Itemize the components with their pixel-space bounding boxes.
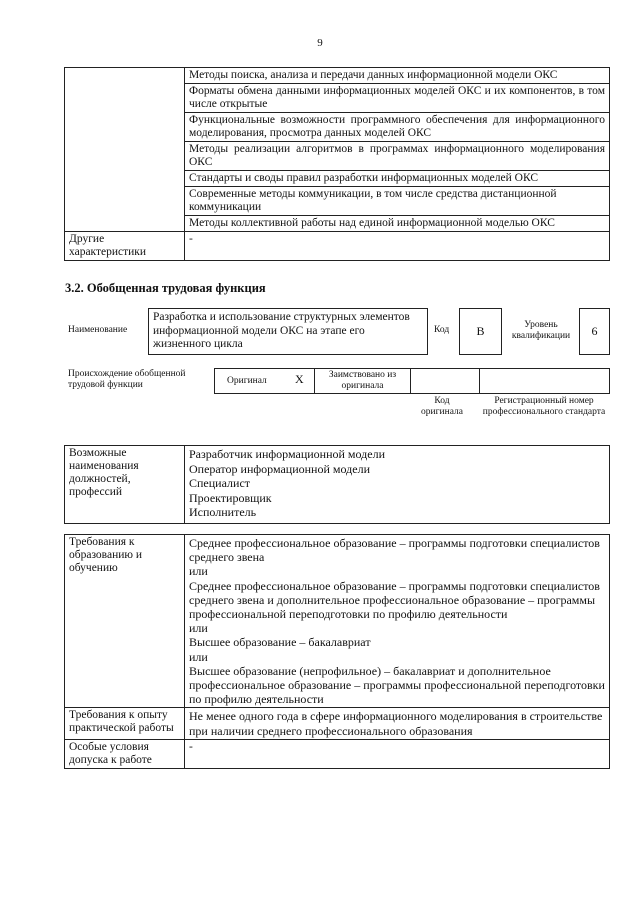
other-characteristics-label: Другие характеристики [65, 232, 185, 261]
education-item: или [189, 649, 208, 664]
education-item: Среднее профессиональное образование – программы подготовки специалистов среднего звена и дополнительное профессиональное образование – программы профессиональной переподготовки по профилю деятельности [189, 578, 600, 622]
page-number: 9 [317, 37, 323, 49]
table-row [65, 535, 610, 708]
reg-number-label: Регистрационный номер профессионального стандарта [482, 396, 606, 417]
name-label: Наименование [68, 325, 128, 335]
position-item: Разработчик информационной модели [189, 447, 386, 461]
original-mark: X [295, 372, 304, 386]
table-row [65, 708, 610, 739]
code-label: Код [434, 325, 450, 335]
table-row [65, 446, 610, 524]
experience-value: Не менее одного года в сфере информационного моделирования в строительстве при наличии среднего профессионального образования [185, 708, 610, 739]
education-item: Среднее профессиональное образование – программы подготовки специалистов среднего звена [189, 536, 600, 565]
education-item: или [189, 621, 208, 636]
positions-label: Возможные наименования должностей, профессий [65, 446, 185, 524]
education-item: или [189, 564, 208, 579]
knowledge-table [64, 67, 610, 261]
position-item: Оператор информационной модели [189, 461, 370, 476]
knowledge-item: Методы коллективной работы над единой информационной моделью ОКС [185, 216, 610, 232]
knowledge-item: Стандарты и своды правил разработки информационных моделей ОКС [185, 171, 610, 187]
other-characteristics-value: - [185, 232, 610, 261]
positions-table [64, 445, 610, 524]
name-value: Разработка и использование структурных элементов информационной модели ОКС на этапе его жизненного цикла [153, 311, 410, 350]
knowledge-item: Форматы обмена данными информационных моделей ОКС и их компонентов, в том числе открытые [185, 84, 610, 113]
code-value: B [476, 324, 485, 338]
table-row [65, 232, 610, 261]
knowledge-item: Методы реализации алгоритмов в программах информационного моделирования ОКС [185, 142, 610, 171]
education-list [185, 535, 610, 708]
requirements-table [64, 534, 610, 769]
experience-label: Требования к опыту практической работы [65, 708, 185, 739]
level-label: Уровень квалификации [511, 320, 571, 341]
positions-list [185, 446, 610, 524]
special-conditions-value: - [185, 739, 610, 768]
original-label: Оригинал [227, 376, 267, 386]
education-label: Требования к образованию и обучению [65, 535, 185, 708]
code-original-label: Код оригинала [421, 396, 463, 417]
knowledge-item: Современные методы коммуникации, в том числе средства дистанционной коммуникации [185, 187, 610, 216]
level-value-box [579, 308, 610, 355]
knowledge-item: Методы поиска, анализа и передачи данных информационной модели ОКС [185, 68, 610, 84]
education-item: Высшее образование – бакалавриат [189, 635, 371, 650]
table-row [65, 739, 610, 768]
position-item: Проектировщик [189, 490, 272, 505]
section-title: 3.2. Обобщенная трудовая функция [65, 281, 266, 295]
table-row [65, 68, 610, 84]
origin-row [214, 368, 610, 394]
borrowed-label: Заимствовано из оригинала [328, 370, 397, 391]
level-value: 6 [591, 324, 598, 338]
code-value-box [459, 308, 502, 355]
origin-label: Происхождение обобщенной трудовой функции [68, 369, 186, 390]
position-item: Исполнитель [189, 505, 257, 519]
name-value-box [148, 308, 428, 355]
special-conditions-label: Особые условия допуска к работе [65, 739, 185, 768]
empty-label-cell [65, 68, 185, 232]
education-item: Высшее образование (непрофильное) – бакалавриат и дополнительное профессиональное образование – программы профессиональной переподготовки по профилю деятельности [189, 663, 605, 707]
position-item: Специалист [189, 476, 251, 490]
knowledge-item: Функциональные возможности программного обеспечения для информационного моделирования, просмотра данных моделей ОКС [185, 113, 610, 142]
